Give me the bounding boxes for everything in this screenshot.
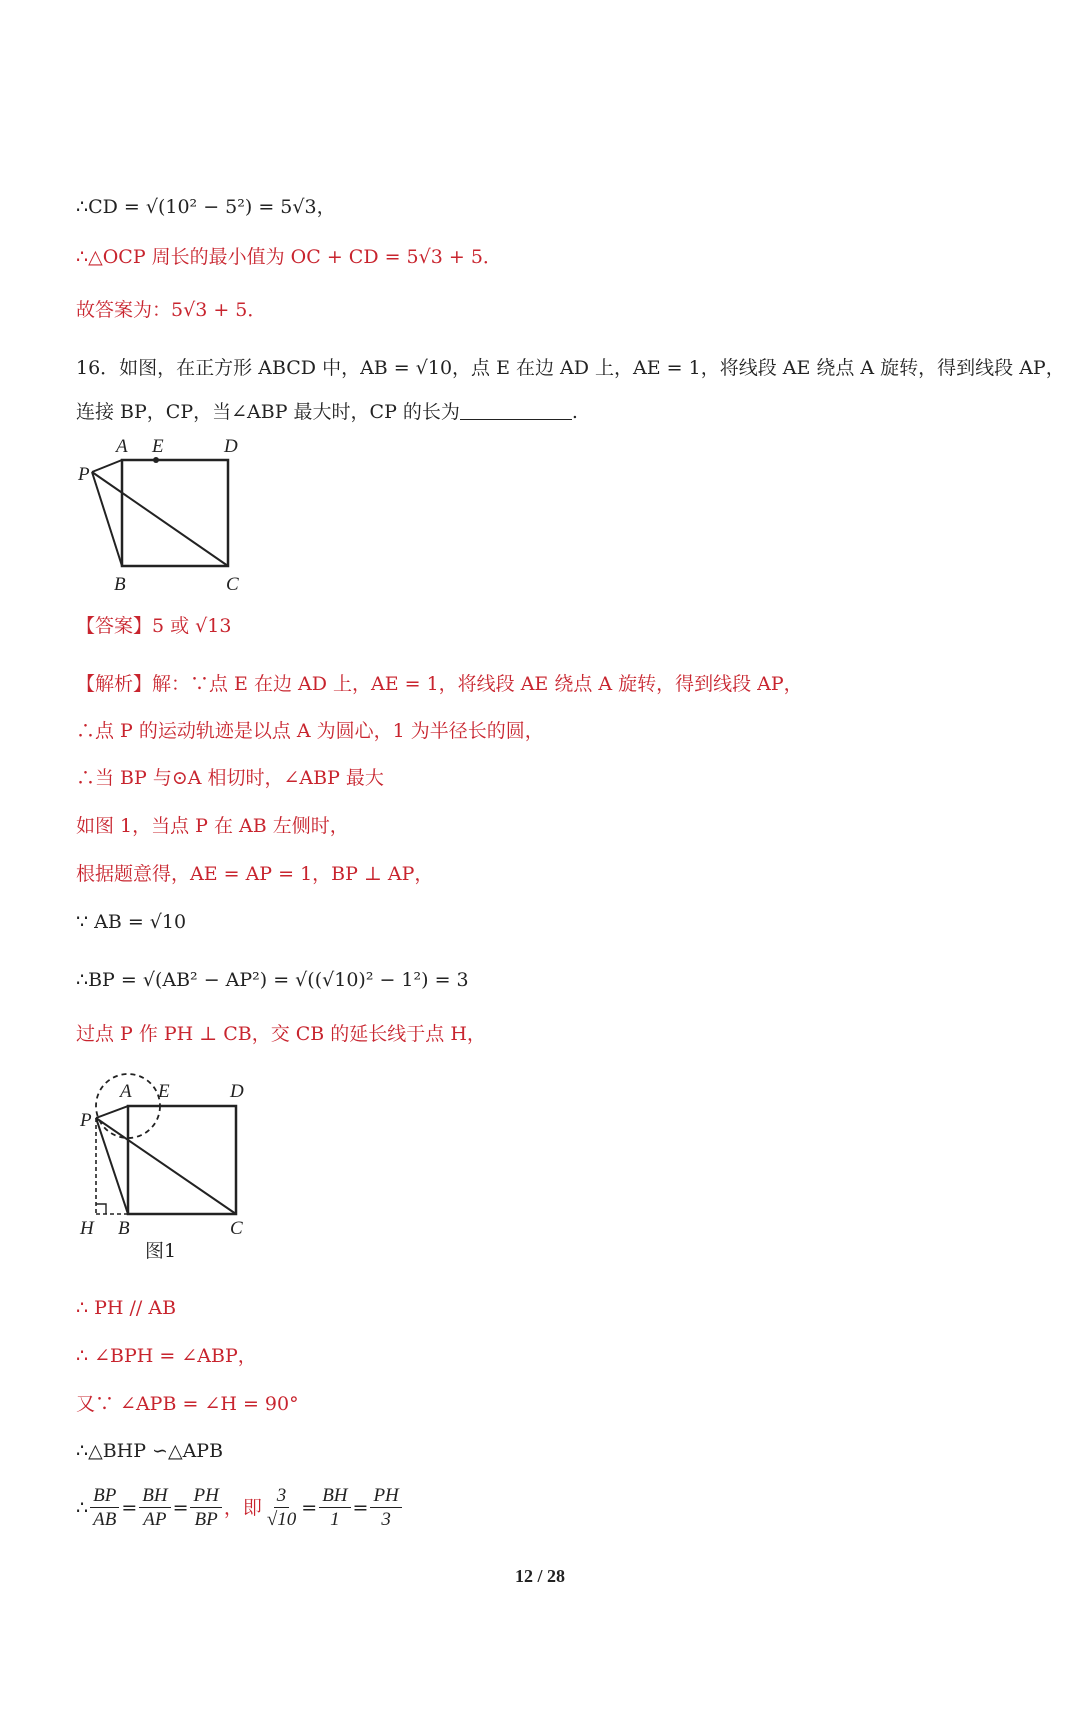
figure-square-abcd bbox=[70, 430, 270, 600]
fraction-ph-bp bbox=[190, 1485, 221, 1532]
fraction-numerator: BH bbox=[319, 1485, 350, 1508]
figure-1-diagram bbox=[70, 1066, 270, 1236]
fraction-denominator: AP bbox=[143, 1508, 167, 1530]
analysis-line-13: ∴ $\frac{BP}{AB}$ = $\frac{BH}{AP}$ = $\frac{PH}{BP}$ ，即 $\frac{3}{√10}$ = $\frac{BH}{1}$ = $\frac{PH}{3}$ bbox=[76, 1478, 404, 1538]
fraction-denominator: √10 bbox=[266, 1508, 297, 1530]
label-d: D bbox=[224, 436, 238, 457]
fraction-denominator: 1 bbox=[330, 1508, 340, 1530]
fig1-label-b: B bbox=[118, 1218, 130, 1236]
fig1-label-d: D bbox=[230, 1081, 244, 1102]
analysis-line-12: ∴△BHP ∽△APB bbox=[76, 1440, 224, 1462]
solution-line-min-perimeter: ∴△OCP 周长的最小值为 OC + CD = 5√3 + 5． bbox=[76, 246, 502, 268]
fraction-numerator: PH bbox=[190, 1485, 221, 1508]
label-p: P bbox=[78, 464, 90, 485]
fraction-bp-ab bbox=[90, 1485, 119, 1532]
answer-line: 【答案】5 或 √13 bbox=[76, 615, 232, 637]
fig1-label-c: C bbox=[230, 1218, 243, 1236]
fig1-label-a: A bbox=[120, 1081, 132, 1102]
analysis-line-7: ∴BP = √(AB² − AP²) = √((√10)² − 1²) = 3 bbox=[76, 969, 469, 991]
fraction-denominator: BP bbox=[194, 1508, 218, 1530]
label-a: A bbox=[116, 436, 128, 457]
solution-line-cd: ∴CD = √(10² − 5²) = 5√3， bbox=[76, 196, 336, 218]
analysis-line-3: ∴当 BP 与⊙A 相切时，∠ABP 最大 bbox=[76, 767, 384, 789]
analysis-line-10: ∴ ∠BPH = ∠ABP， bbox=[76, 1345, 257, 1367]
fraction-denominator: AB bbox=[93, 1508, 117, 1530]
label-c: C bbox=[226, 574, 239, 595]
fig1-label-e: E bbox=[158, 1081, 170, 1102]
figure-caption: 图1 bbox=[145, 1240, 177, 1262]
fraction-numerator: BH bbox=[139, 1485, 170, 1508]
fraction-ph-3 bbox=[370, 1485, 401, 1532]
analysis-line-4: 如图 1，当点 P 在 AB 左侧时， bbox=[76, 815, 349, 837]
analysis-line-2: ∴点 P 的运动轨迹是以点 A 为圆心，1 为半径长的圆， bbox=[76, 720, 544, 742]
label-b: B bbox=[114, 574, 126, 595]
analysis-line-1: 【解析】解：∵点 E 在边 AD 上，AE = 1，将线段 AE 绕点 A 旋转，得到线段 AP， bbox=[76, 673, 803, 695]
fraction-numerator: 3 bbox=[274, 1485, 290, 1508]
fraction-bh-ap bbox=[139, 1485, 170, 1532]
analysis-line-9: ∴ PH // AB bbox=[76, 1297, 177, 1319]
therefore-symbol: ∴ bbox=[76, 1497, 89, 1519]
page-number: 12 / 28 bbox=[514, 1566, 565, 1586]
analysis-line-6: ∵ AB = √10 bbox=[76, 911, 187, 933]
namely-text: ，即 bbox=[223, 1497, 262, 1519]
fraction-numerator: BP bbox=[90, 1485, 119, 1508]
fig1-label-p: P bbox=[80, 1110, 92, 1131]
fig1-label-h: H bbox=[80, 1218, 94, 1236]
question-16-line-2 bbox=[76, 398, 578, 426]
question-16-line-1: 16．如图，在正方形 ABCD 中，AB = √10，点 E 在边 AD 上，AE = 1，将线段 AE 绕点 A 旋转，得到线段 AP， bbox=[76, 357, 1065, 379]
answer-line-prev: 故答案为：5√3 + 5． bbox=[76, 299, 267, 321]
analysis-line-11: 又∵ ∠APB = ∠H = 90° bbox=[76, 1393, 299, 1415]
fraction-denominator: 3 bbox=[381, 1508, 391, 1530]
question-16-end: . bbox=[571, 401, 578, 423]
fraction-bh-1 bbox=[319, 1485, 350, 1532]
answer-blank bbox=[460, 401, 572, 420]
label-e: E bbox=[152, 436, 164, 457]
question-16-text: 连接 BP，CP，当∠ABP 最大时，CP 的长为 bbox=[76, 401, 460, 423]
fraction-3-sqrt10 bbox=[264, 1485, 299, 1532]
analysis-line-5: 根据题意得，AE = AP = 1，BP ⊥ AP， bbox=[76, 863, 434, 885]
analysis-line-8: 过点 P 作 PH ⊥ CB，交 CB 的延长线于点 H， bbox=[76, 1023, 486, 1045]
fraction-numerator: PH bbox=[370, 1485, 401, 1508]
